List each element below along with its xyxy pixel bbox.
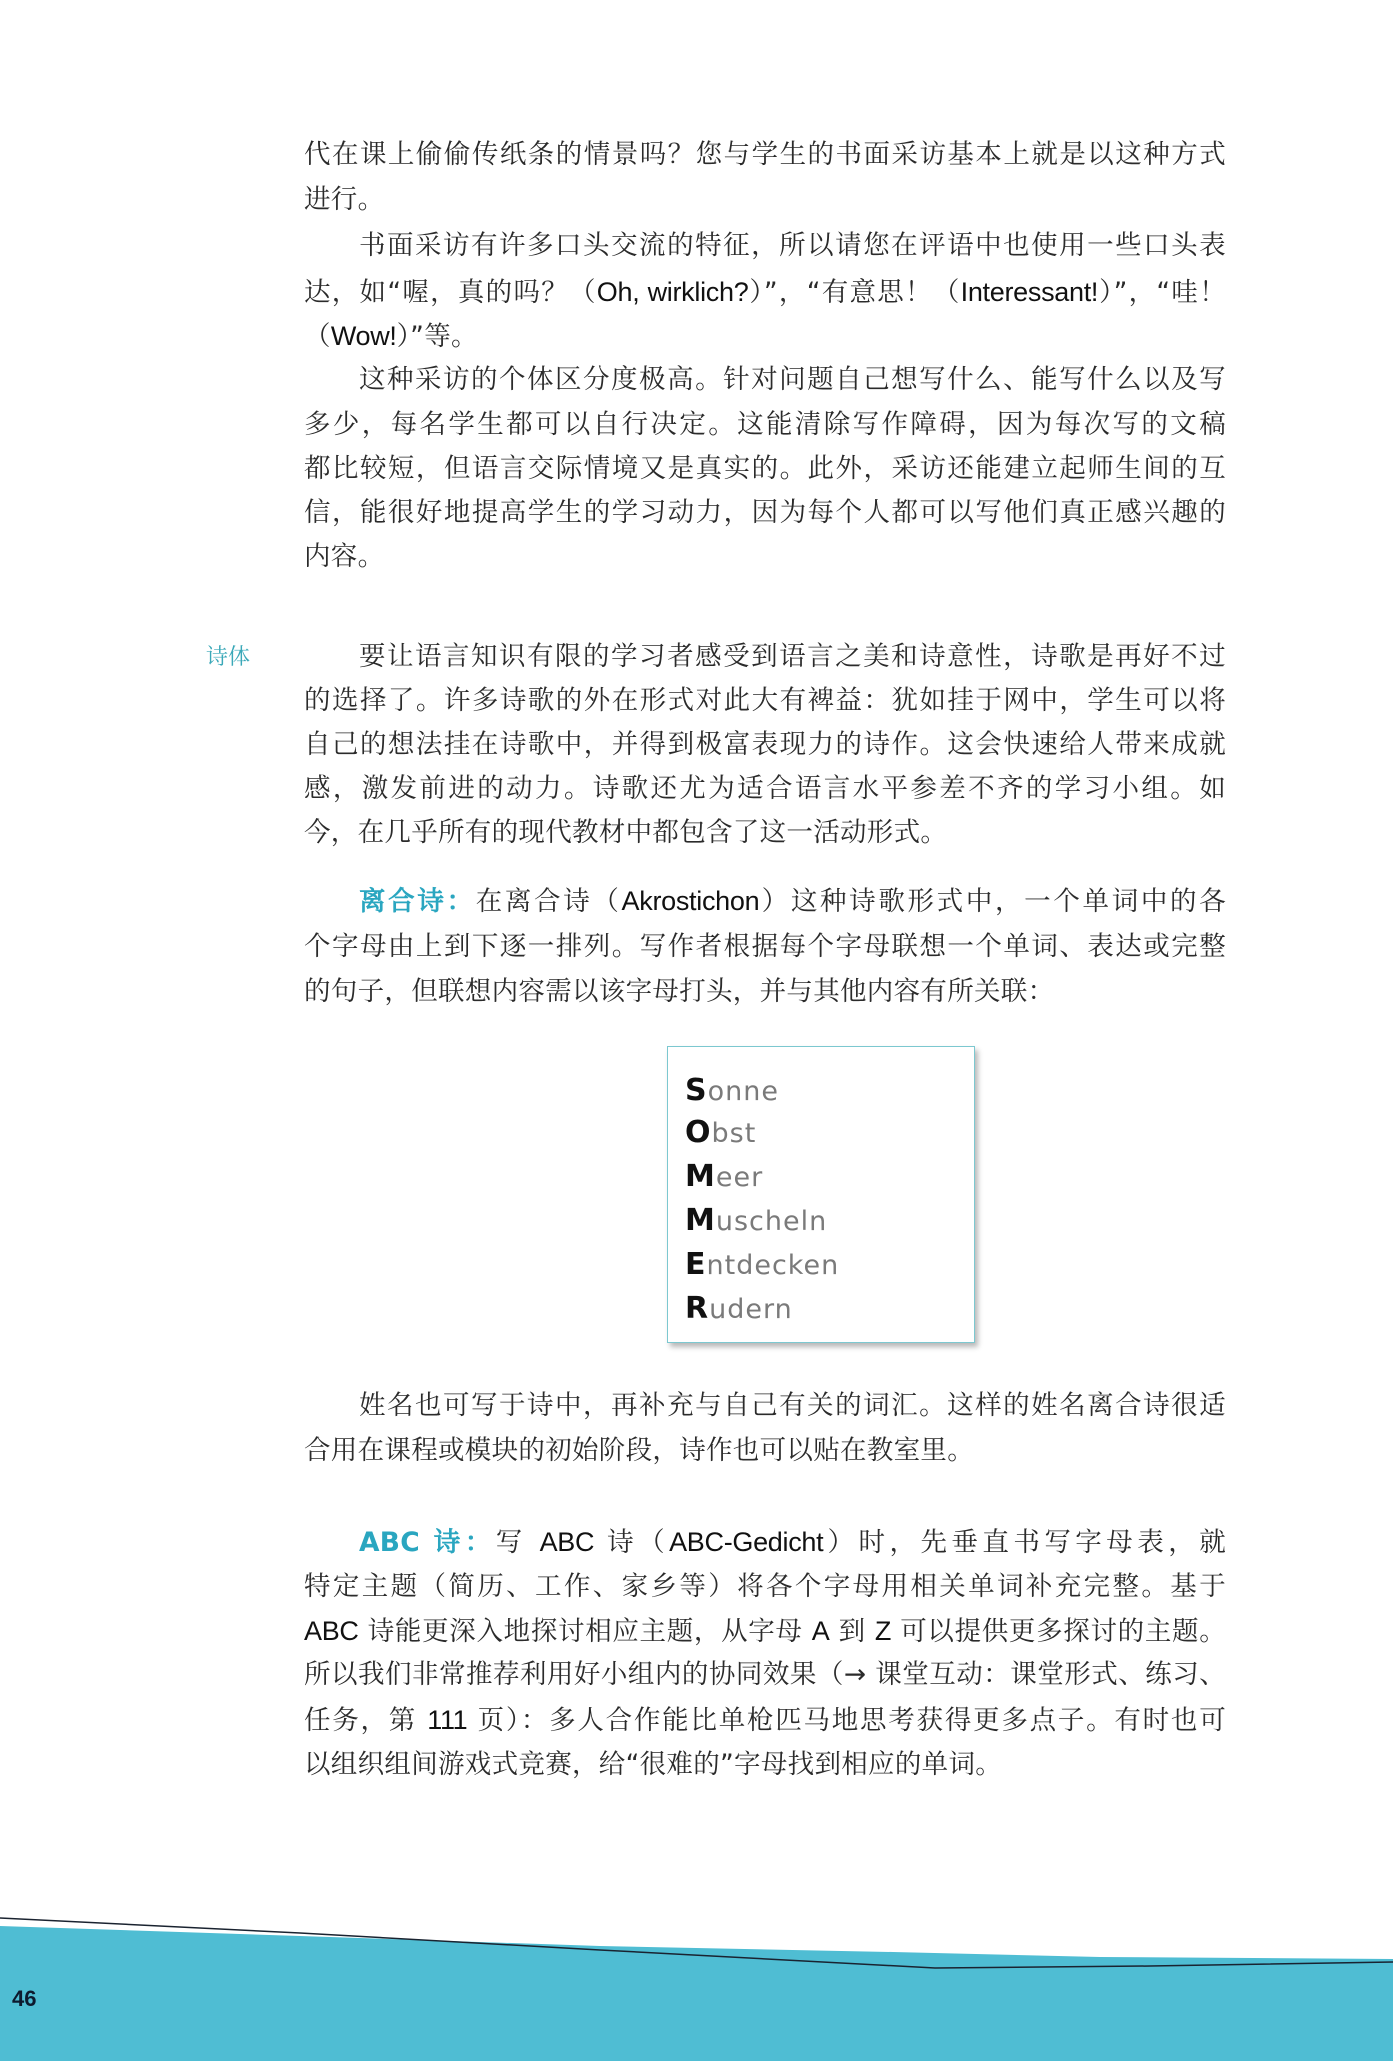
acrostic-initial: E	[685, 1247, 707, 1282]
body-line: 书面采访有许多口头交流的特征，所以请您在评语中也使用一些口头表	[359, 230, 1226, 261]
term: ABC	[539, 1527, 595, 1557]
acrostic-rest: onne	[707, 1076, 779, 1107]
body-line: 进行。	[304, 184, 385, 215]
german-term: Akrostichon	[621, 886, 760, 916]
footer-wave-band	[0, 1900, 1393, 2061]
body-line: 今，在几乎所有的现代教材中都包含了这一活动形式。	[304, 817, 948, 848]
acrostic-line	[685, 1245, 839, 1286]
body-line: 信，能很好地提高学生的学习动力，因为每个人都可以写他们真正感兴趣的	[304, 497, 1226, 528]
text-run: ）这种诗歌形式中，一个单词中的各	[759, 886, 1226, 917]
acrostic-initial: S	[685, 1073, 708, 1108]
section-heading-acrostic: 离合诗：	[359, 886, 476, 917]
section-heading-abc-poem: ABC 诗：	[359, 1527, 496, 1558]
body-line: 特定主题（简历、工作、家乡等）将各个字母用相关单词补充完整。基于	[304, 1571, 1226, 1602]
text-run: 在离合诗（	[475, 886, 622, 917]
body-line: 感，激发前进的动力。诗歌还尤为适合语言水平参差不齐的学习小组。如	[304, 773, 1226, 804]
body-line: 合用在课程或模块的初始阶段，诗作也可以贴在教室里。	[304, 1435, 974, 1466]
footer-band-fill	[0, 1926, 1393, 2061]
acrostic-line	[685, 1157, 763, 1198]
body-line: 的句子，但联想内容需以该字母打头，并与其他内容有所关联：	[304, 976, 1055, 1007]
text-run: 到	[829, 1616, 875, 1647]
body-line: 多少，每名学生都可以自行决定。这能清除写作障碍，因为每次写的文稿	[304, 409, 1226, 440]
acrostic-line	[685, 1201, 827, 1242]
text-run: 任务，第	[304, 1705, 428, 1736]
acrostic-rest: udern	[709, 1294, 793, 1325]
acrostic-initial: M	[685, 1203, 716, 1238]
body-line: 的选择了。许多诗歌的外在形式对此大有裨益：犹如挂于网中，学生可以将	[304, 685, 1226, 716]
text-run: ）时，先垂直书写字母表，就	[823, 1527, 1227, 1558]
acrostic-line	[685, 1071, 779, 1112]
body-line: 内容。	[304, 541, 385, 572]
body-line: 以组织组间游戏式竞赛，给“很难的”字母找到相应的单词。	[304, 1749, 1003, 1780]
body-line: 自己的想法挂在诗歌中，并得到极富表现力的诗作。这会快速给人带来成就	[304, 729, 1226, 760]
body-line	[304, 270, 1226, 314]
acrostic-rest: bst	[711, 1118, 757, 1149]
body-line	[304, 1520, 1226, 1564]
body-line	[304, 1698, 1226, 1742]
body-line: 姓名也可写于诗中，再补充与自己有关的词汇。这样的姓名离合诗很适	[359, 1390, 1226, 1421]
body-line: 这种采访的个体区分度极高。针对问题自己想写什么、能写什么以及写	[359, 364, 1226, 395]
acrostic-rest: ntdecken	[706, 1250, 840, 1281]
text-run: 写	[495, 1527, 540, 1558]
letter: A	[811, 1616, 830, 1646]
acrostic-initial: M	[685, 1159, 716, 1194]
acrostic-rest: uscheln	[715, 1206, 828, 1237]
text-run: （	[304, 321, 331, 352]
body-line: 要让语言知识有限的学习者感受到语言之美和诗意性，诗歌是再好不过	[359, 641, 1226, 672]
acrostic-initial: O	[685, 1115, 712, 1150]
text-run: ）”等。	[396, 321, 478, 352]
body-line: 都比较短，但语言交际情境又是真实的。此外，采访还能建立起师生间的互	[304, 453, 1226, 484]
margin-label-poetry: 诗体	[206, 645, 251, 670]
acrostic-rest: eer	[715, 1162, 764, 1193]
page-reference: 111	[427, 1705, 468, 1735]
text-run: 诗能更深入地探讨相应主题，从字母	[358, 1616, 812, 1647]
text-run: 达，如“喔，真的吗？（	[304, 277, 597, 308]
acrostic-initial: R	[685, 1291, 710, 1326]
german-phrase: Interessant!	[960, 277, 1099, 307]
body-line	[304, 879, 1226, 923]
text-run: 可以提供更多探讨的主题。	[891, 1616, 1227, 1647]
body-line	[304, 1609, 1226, 1653]
term: ABC	[304, 1616, 359, 1646]
german-term: ABC-Gedicht	[669, 1527, 824, 1557]
body-line: 个字母由上到下逐一排列。写作者根据每个字母联想一个单词、表达或完整	[304, 931, 1226, 962]
acrostic-line	[685, 1113, 756, 1154]
acrostic-example-card	[667, 1046, 975, 1343]
body-line	[304, 314, 1226, 358]
acrostic-line	[685, 1289, 793, 1330]
letter: Z	[874, 1616, 892, 1646]
text-run: ）”，“有意思！（	[748, 277, 961, 308]
body-line: 代在课上偷偷传纸条的情景吗？您与学生的书面采访基本上就是以这种方式	[304, 139, 1226, 170]
body-line: 所以我们非常推荐利用好小组内的协同效果（→ 课堂互动：课堂形式、练习、	[304, 1659, 1226, 1690]
german-phrase: Oh, wirklich?	[596, 277, 749, 307]
german-phrase: Wow!	[330, 321, 397, 351]
text-run: ）”，“哇！	[1098, 277, 1226, 308]
page-number: 46	[12, 1986, 37, 2011]
text-run: 诗（	[594, 1527, 670, 1558]
text-run: 页）：多人合作能比单枪匹马地思考获得更多点子。有时也可	[467, 1705, 1226, 1736]
